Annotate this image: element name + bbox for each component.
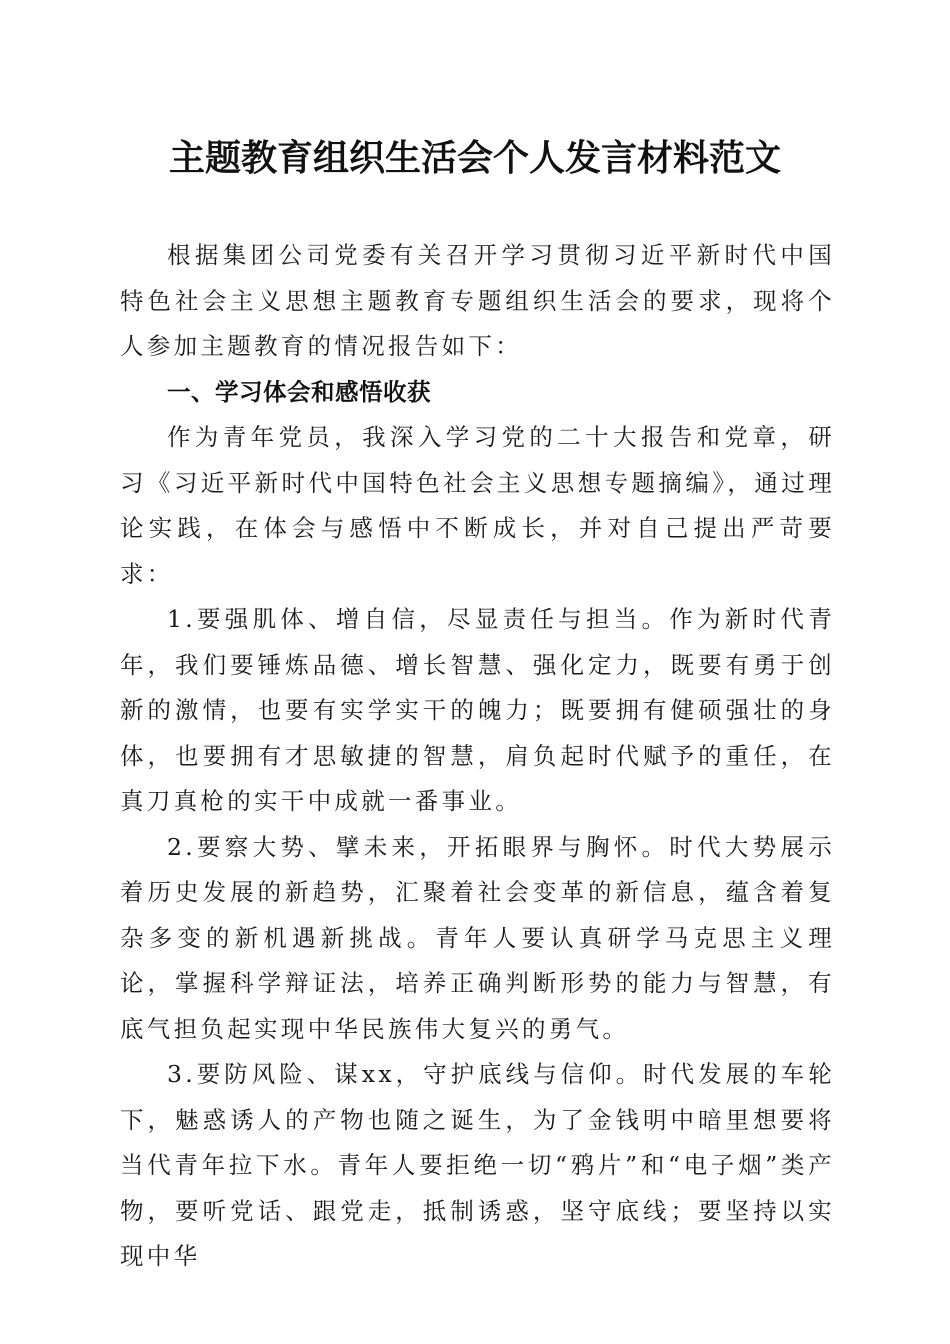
point-3-paragraph: 3.要防风险、谋xx，守护底线与信仰。时代发展的车轮下，魅惑诱人的产物也随之诞生，为了金钱明中暗里想要将当代青年拉下水。青年人要拒绝一切“鸦片”和“电子烟”类产物，要听党话、跟党走，抵制诱惑，坚守底线；要坚持以实现中华: [120, 1060, 835, 1270]
point-2-paragraph: 2.要察大势、擘未来，开拓眼界与胸怀。时代大势展示着历史发展的新趋势，汇聚着社会变革的新信息，蕴含着复杂多变的新机遇新挑战。青年人要认真研学马克思主义理论，掌握科学辩证法，培养正确判断形势的能力与智慧，有底气担负起实现中华民族伟大复兴的勇气。: [120, 832, 835, 1043]
document-body: [120, 233, 835, 1280]
intro-paragraph: 根据集团公司党委有关召开学习贯彻习近平新时代中国特色社会主义思想主题教育专题组织生活会的要求，现将个人参加主题教育的情况报告如下：: [120, 241, 835, 360]
section-heading: 一、学习体会和感悟收获: [167, 377, 431, 406]
document-title: 主题教育组织生活会个人发言材料范文: [168, 137, 781, 179]
section-intro-paragraph: 作为青年党员，我深入学习党的二十大报告和党章，研习《习近平新时代中国特色社会主义思想专题摘编》，通过理论实践，在体会与感悟中不断成长，并对自己提出严苛要求：: [120, 423, 835, 588]
point-1-paragraph: 1.要强肌体、增自信，尽显责任与担当。作为新时代青年，我们要锤炼品德、增长智慧、强化定力，既要有勇于创新的激情，也要有实学实干的魄力；既要拥有健硕强壮的身体，也要拥有才思敏捷的智慧，肩负起时代赋予的重任，在真刀真枪的实干中成就一番事业。: [120, 605, 835, 815]
